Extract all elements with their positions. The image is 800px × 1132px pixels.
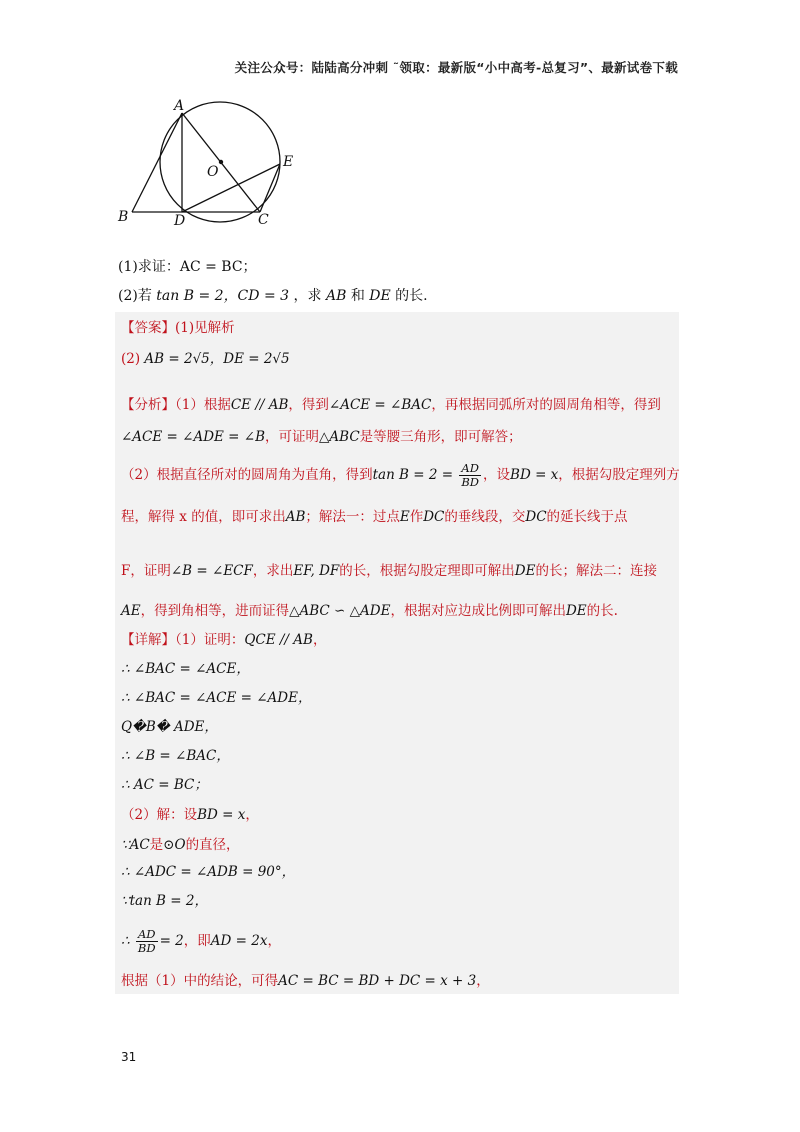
detail-line-11: ∴ $\frac{AD}{BD}$ = 2，即AD = 2x， xyxy=(121,927,281,955)
q2-condition: tan B = 2，CD = 3 xyxy=(156,288,290,304)
detail-line-3: ∴ ∠BAC = ∠ACE = ∠ADE， xyxy=(121,690,312,706)
q2-suffix: 的长. xyxy=(395,288,428,304)
question-part-2 xyxy=(118,285,428,305)
question-part-1: (1)求证：AC = BC； xyxy=(118,259,257,275)
detail-line-7: （2）解：设BD = x， xyxy=(121,807,259,823)
detail-line-6: ∴ AC = BC； xyxy=(121,777,208,793)
segment-ce xyxy=(260,164,280,212)
detail-line-8: ∵AC是⊙O的直径， xyxy=(121,837,240,853)
answer-values: AB = 2√5，DE = 2√5 xyxy=(144,351,290,367)
detail-line-2: ∴ ∠BAC = ∠ACE， xyxy=(121,661,250,677)
analysis-line-1: 【分析】（1）根据CE // AB，得到∠ACE = ∠BAC，再根据同弧所对的圆周角相等，得到 xyxy=(121,397,661,413)
label-d: D xyxy=(174,213,186,229)
detail-line-12: 根据（1）中的结论，可得AC = BC = BD + DC = x + 3， xyxy=(121,973,490,989)
q2-ab: AB xyxy=(325,288,347,304)
segment-de xyxy=(182,164,280,212)
page-number: 31 xyxy=(121,1050,137,1064)
answer-label: 【答案】(1)见解析 xyxy=(121,320,235,336)
q2-mid: ，求 xyxy=(293,288,322,304)
geometry-figure xyxy=(112,92,312,232)
label-e: E xyxy=(283,154,294,170)
q2-and: 和 xyxy=(350,288,365,304)
detail-line-1: 【详解】（1）证明：QCE // AB， xyxy=(121,632,327,648)
answer-part-2: (2) AB = 2√5，DE = 2√5 xyxy=(121,351,290,367)
detail-line-5: ∴ ∠B = ∠BAC， xyxy=(121,748,230,764)
label-c: C xyxy=(258,212,269,228)
detail-line-9: ∴ ∠ADC = ∠ADB = 90°， xyxy=(121,864,296,880)
center-point xyxy=(219,160,223,164)
detail-line-10: ∵tan B = 2， xyxy=(121,893,208,909)
label-b: B xyxy=(118,209,129,225)
fraction-ad-bd-2: $\frac{AD}{BD}$ xyxy=(137,927,156,955)
analysis-line-2: ∠ACE = ∠ADE = ∠B，可证明△ABC是等腰三角形，即可解答； xyxy=(121,429,522,445)
detail-line-4: Q�B� ADE， xyxy=(121,719,218,735)
analysis-line-6: AE，得到角相等，进而证得△ABC ∽ △ADE，根据对应边成比例即可解出DE的长. xyxy=(121,603,618,619)
analysis-line-5: F，证明∠B = ∠ECF，求出EF, DF的长，根据勾股定理即可解出DE的长；解法二：连接 xyxy=(121,563,657,579)
fraction-ad-bd: $\frac{AD}{BD}$ xyxy=(461,461,480,489)
page-header: 关注公众号：陆陆高分冲刺 ˜领取：最新版“小中高考-总复习”、最新试卷下载 xyxy=(234,60,678,75)
label-o: O xyxy=(207,164,219,180)
label-a: A xyxy=(174,98,185,114)
analysis-line-4: 程，解得 x 的值，即可求出AB；解法一：过点E作DC的垂线段，交DC的延长线于点 xyxy=(121,509,628,525)
segment-ab xyxy=(132,113,182,212)
analysis-line-3: （2）根据直径所对的圆周角为直角，得到tan B = 2 = $\frac{AD}{BD}$ ，设BD = x，根据勾股定理列方 xyxy=(121,461,680,489)
q2-de: DE xyxy=(369,288,391,304)
q2-prefix: (2)若 xyxy=(118,288,152,304)
